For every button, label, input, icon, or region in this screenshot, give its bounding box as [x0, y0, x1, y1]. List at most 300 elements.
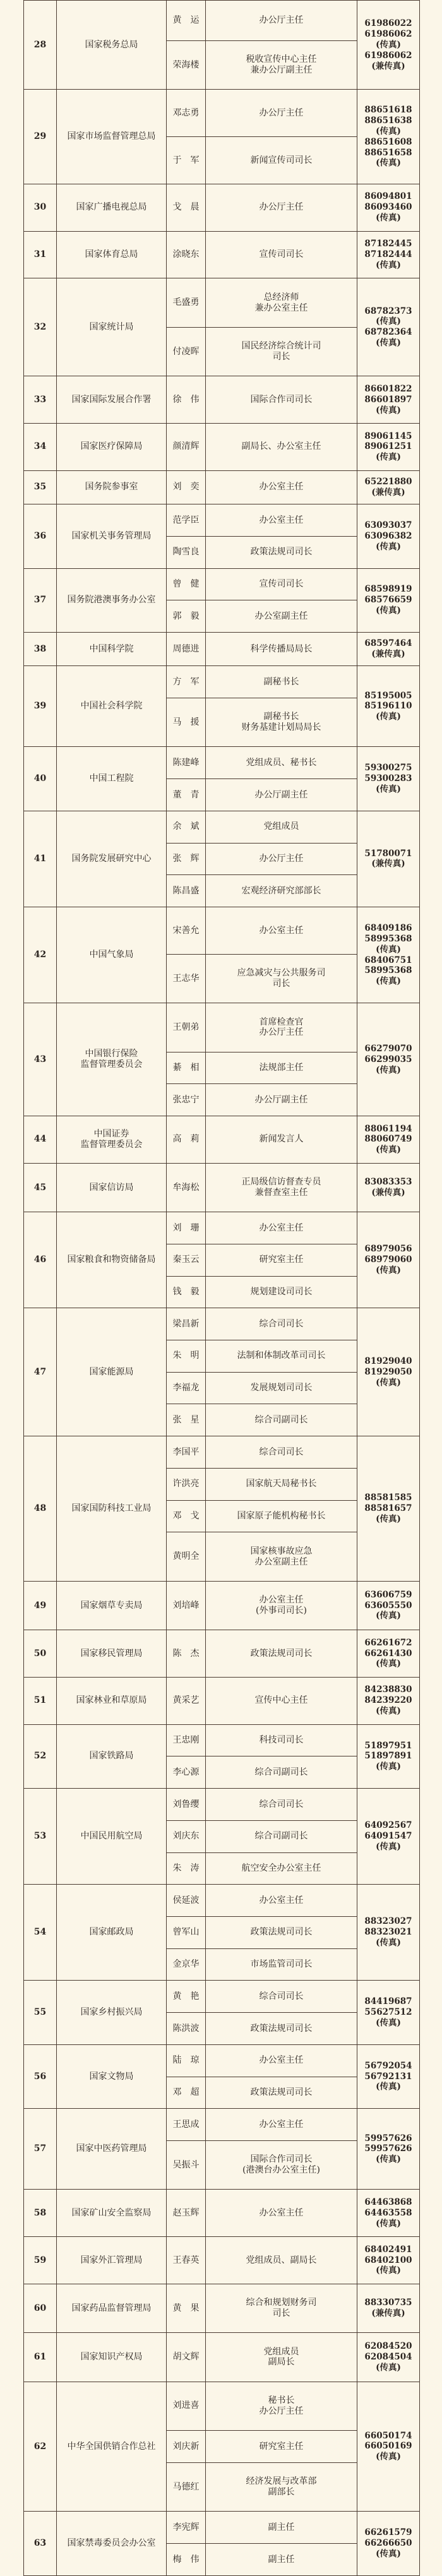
row-number: 59	[24, 2237, 57, 2284]
phone-line: 68598919	[364, 584, 412, 595]
person-name: 于 军	[167, 137, 206, 184]
organization-name: 国家矿山安全监察局	[57, 2190, 167, 2237]
person-title: 正局级信访督查专员 兼督查室主任	[206, 1163, 357, 1212]
person-title: 应急减灾与公共服务司 司长	[206, 954, 357, 1003]
phone-line: 56792131	[364, 2071, 412, 2082]
row-number: 36	[24, 504, 57, 568]
phone-line: (传真)	[376, 944, 401, 955]
row-number: 51	[24, 1677, 57, 1724]
organization-name: 国家广播电视总局	[57, 184, 167, 231]
phone-line: 68979056	[364, 1244, 412, 1255]
phone-line: 64463868	[364, 2197, 412, 2207]
phone-line: (传真)	[376, 1611, 401, 1621]
person-name: 徐 伟	[167, 376, 206, 424]
organization-name: 国家市场监督管理总局	[57, 90, 167, 184]
person-title: 国际合作司司长 (港澳台办公室主任)	[206, 2140, 357, 2189]
organization-name: 国家邮政局	[57, 1885, 167, 1981]
phone-line: 66266650	[364, 2538, 412, 2549]
person-title: 办公室主任	[206, 1885, 357, 1917]
phone-line: (兼传真)	[371, 649, 405, 660]
person-title: 国际合作司司长	[206, 376, 357, 424]
person-name: 郭 毅	[167, 600, 206, 633]
person-title: 国家航天局秘书长	[206, 1468, 357, 1500]
person-name: 付凌晖	[167, 327, 206, 376]
phone-numbers	[357, 2333, 420, 2382]
organization-name: 国家信访局	[57, 1163, 167, 1212]
phone-numbers	[357, 1308, 420, 1436]
row-number: 29	[24, 90, 57, 184]
phone-line: (传真)	[376, 2452, 401, 2462]
person-title: 总经济师 兼办公室主任	[206, 278, 357, 327]
phone-line: 66261672	[364, 1637, 412, 1648]
phone-numbers	[357, 568, 420, 632]
person-title: 办公厅主任	[206, 1, 357, 41]
person-name: 黄 果	[167, 2284, 206, 2332]
person-title: 办公室主任	[206, 2109, 357, 2141]
phone-line: (传真)	[376, 213, 401, 224]
person-title: 发展规划司司长	[206, 1372, 357, 1404]
person-title: 税收宣传中心主任 兼办公厅副主任	[206, 41, 357, 90]
phone-line: (兼传真)	[371, 859, 405, 869]
organization-name: 中国科学院	[57, 632, 167, 665]
phone-line: 84419687	[364, 1996, 412, 2007]
row-number: 30	[24, 184, 57, 231]
row-number: 44	[24, 1116, 57, 1164]
phone-line: 66050169	[364, 2441, 412, 2452]
phone-line: (传真)	[376, 1513, 401, 1524]
phone-numbers	[357, 632, 420, 665]
phone-line: 86601822	[364, 383, 412, 394]
phone-numbers	[357, 747, 420, 811]
person-title: 综合司司长	[206, 1981, 357, 2013]
contact-table-body	[24, 1, 420, 2576]
phone-line: 88581657	[364, 1503, 412, 1514]
row-number: 53	[24, 1789, 57, 1885]
phone-numbers	[357, 504, 420, 568]
phone-numbers	[357, 2512, 420, 2576]
phone-line: (传真)	[376, 452, 401, 463]
person-title: 综合司副司长	[206, 1404, 357, 1436]
person-name: 朱 明	[167, 1340, 206, 1373]
phone-line: 51780071	[364, 848, 412, 859]
phone-line: 85196110	[364, 701, 412, 712]
phone-line: 88061194	[364, 1123, 412, 1134]
row-number: 62	[24, 2382, 57, 2512]
organization-name: 国家外汇管理局	[57, 2237, 167, 2284]
phone-numbers	[357, 2044, 420, 2108]
person-title: 副局长、办公室主任	[206, 423, 357, 470]
row-number: 31	[24, 231, 57, 278]
person-name: 黄 运	[167, 1, 206, 41]
person-name: 许洪亮	[167, 1468, 206, 1500]
phone-line: 66299035	[364, 1054, 412, 1064]
person-name: 张 星	[167, 1404, 206, 1436]
person-name: 金京华	[167, 1948, 206, 1981]
person-title: 规划建设司司长	[206, 1276, 357, 1308]
person-title: 航空安全办公室主任	[206, 1852, 357, 1885]
person-name: 王志华	[167, 954, 206, 1003]
person-name: 王思成	[167, 2109, 206, 2141]
person-title: 办公室主任	[206, 470, 357, 504]
row-number: 57	[24, 2109, 57, 2190]
table-row	[24, 811, 420, 843]
table-row	[24, 1436, 420, 1469]
phone-numbers	[357, 1212, 420, 1308]
phone-line: (传真)	[376, 2362, 401, 2373]
table-row	[24, 1885, 420, 1917]
phone-line: 51897951	[364, 1740, 412, 1751]
person-name: 邓 超	[167, 2077, 206, 2109]
organization-name: 中国银行保险 监督管理委员会	[57, 1003, 167, 1116]
row-number: 47	[24, 1308, 57, 1436]
phone-line: 64091547	[364, 1831, 412, 1842]
phone-line: (传真)	[376, 1762, 401, 1772]
table-row	[24, 2190, 420, 2237]
phone-numbers	[357, 666, 420, 747]
table-row	[24, 90, 420, 137]
organization-name: 国家移民管理局	[57, 1630, 167, 1678]
table-row	[24, 2044, 420, 2077]
phone-line: 62084520	[364, 2341, 412, 2352]
phone-line: 58995368	[364, 965, 412, 976]
person-title: 宣传司司长	[206, 231, 357, 278]
person-name: 李福龙	[167, 1372, 206, 1404]
phone-numbers	[357, 2284, 420, 2332]
person-name: 马 援	[167, 698, 206, 747]
table-row	[24, 747, 420, 779]
person-name: 刘庆东	[167, 1820, 206, 1852]
phone-numbers	[357, 2382, 420, 2512]
person-name: 曾军山	[167, 1916, 206, 1948]
organization-name: 中国气象局	[57, 907, 167, 1003]
person-name: 刘进喜	[167, 2382, 206, 2430]
phone-numbers	[357, 1163, 420, 1212]
phone-line: (传真)	[376, 1377, 401, 1388]
organization-name: 国家机关事务管理局	[57, 504, 167, 568]
person-title: 宏观经济研究部部长	[206, 875, 357, 907]
organization-name: 中国社会科学院	[57, 666, 167, 747]
phone-line: 81929040	[364, 1356, 412, 1366]
organization-name: 国家医疗保障局	[57, 423, 167, 470]
person-title: 办公室主任 (外事司司长)	[206, 1581, 357, 1630]
person-title: 办公室主任	[206, 1212, 357, 1244]
person-name: 梅 伟	[167, 2543, 206, 2575]
table-row	[24, 1308, 420, 1340]
organization-name: 国家林业和草原局	[57, 1677, 167, 1724]
row-number: 45	[24, 1163, 57, 1212]
phone-numbers	[357, 376, 420, 424]
person-name: 梁昌新	[167, 1308, 206, 1340]
row-number: 41	[24, 811, 57, 907]
phone-line: (传真)	[376, 1938, 401, 1948]
person-title: 研究室主任	[206, 2431, 357, 2463]
person-title: 综合和规划财务司 司长	[206, 2284, 357, 2332]
organization-name: 国家乡村振兴局	[57, 1981, 167, 2044]
person-name: 黄明全	[167, 1532, 206, 1581]
person-name: 余 斌	[167, 811, 206, 843]
person-name: 王春英	[167, 2237, 206, 2284]
phone-line: 88330735	[364, 2298, 412, 2308]
organization-name: 国家粮食和物资储备局	[57, 1212, 167, 1308]
phone-line: (传真)	[376, 338, 401, 349]
person-name: 涂晓东	[167, 231, 206, 278]
phone-line: (传真)	[376, 39, 401, 50]
phone-line: (传真)	[376, 1265, 401, 1276]
phone-line: 88581585	[364, 1493, 412, 1503]
phone-line: 65221880	[364, 477, 412, 487]
phone-numbers	[357, 1003, 420, 1116]
phone-line: (传真)	[376, 316, 401, 327]
person-title: 副主任	[206, 2543, 357, 2575]
row-number: 37	[24, 568, 57, 632]
person-name: 张 辉	[167, 843, 206, 875]
person-name: 李宪辉	[167, 2512, 206, 2544]
person-title: 宣传中心主任	[206, 1677, 357, 1724]
phone-line: 55627512	[364, 2007, 412, 2018]
person-name: 刘 珊	[167, 1212, 206, 1244]
table-row	[24, 2382, 420, 2430]
person-name: 方 军	[167, 666, 206, 698]
person-name: 李心源	[167, 1756, 206, 1789]
person-title: 政策法规司司长	[206, 1916, 357, 1948]
row-number: 60	[24, 2284, 57, 2332]
person-title: 办公室副主任	[206, 600, 357, 633]
phone-line: 59300275	[364, 763, 412, 773]
phone-line: 59957626	[364, 2133, 412, 2144]
row-number: 49	[24, 1581, 57, 1630]
organization-name: 国家税务总局	[57, 1, 167, 90]
person-title: 办公室主任	[206, 907, 357, 955]
row-number: 50	[24, 1630, 57, 1678]
phone-line: 88651608	[364, 136, 412, 147]
phone-line: 63605550	[364, 1600, 412, 1611]
phone-line: 64463558	[364, 2207, 412, 2218]
phone-line: 68979060	[364, 1255, 412, 1265]
phone-line: 68406751	[364, 955, 412, 965]
phone-numbers	[357, 1436, 420, 1582]
phone-line: 63096382	[364, 530, 412, 541]
person-name: 陈建峰	[167, 747, 206, 779]
person-name: 刘 奕	[167, 470, 206, 504]
phone-line: 88060749	[364, 1134, 412, 1145]
person-name: 董 青	[167, 779, 206, 811]
row-number: 56	[24, 2044, 57, 2108]
row-number: 39	[24, 666, 57, 747]
person-name: 侯延波	[167, 1885, 206, 1917]
table-row	[24, 2237, 420, 2284]
person-title: 国家原子能机构秘书长	[206, 1500, 357, 1532]
organization-name: 中国工程院	[57, 747, 167, 811]
phone-numbers	[357, 184, 420, 231]
person-title: 政策法规司司长	[206, 1630, 357, 1678]
phone-line: (传真)	[376, 2018, 401, 2029]
table-row	[24, 376, 420, 424]
person-title: 办公厅主任	[206, 843, 357, 875]
phone-line: 61986062	[364, 50, 412, 61]
organization-name: 国家文物局	[57, 2044, 167, 2108]
phone-line: (兼传真)	[371, 61, 405, 71]
person-name: 荣海楼	[167, 41, 206, 90]
organization-name: 中华全国供销合作总社	[57, 2382, 167, 2512]
phone-line: 89061145	[364, 431, 412, 441]
person-title: 科技司司长	[206, 1724, 357, 1756]
person-title: 综合司司长	[206, 1789, 357, 1821]
phone-line: 81929050	[364, 1366, 412, 1377]
phone-line: 87182445	[364, 239, 412, 249]
table-row	[24, 1116, 420, 1164]
row-number: 61	[24, 2333, 57, 2382]
person-name: 周德进	[167, 632, 206, 665]
person-name: 秦玉云	[167, 1244, 206, 1276]
phone-line: (传真)	[376, 784, 401, 795]
phone-line: 63093037	[364, 520, 412, 530]
person-name: 王忠刚	[167, 1724, 206, 1756]
person-name: 邓志勇	[167, 90, 206, 137]
row-number: 38	[24, 632, 57, 665]
phone-numbers	[357, 1981, 420, 2044]
person-name: 黄采艺	[167, 1677, 206, 1724]
person-title: 办公厅主任	[206, 90, 357, 137]
phone-numbers	[357, 2109, 420, 2190]
organization-name: 中国民用航空局	[57, 1789, 167, 1885]
phone-line: 59957626	[364, 2144, 412, 2154]
person-title: 市场监管司司长	[206, 1948, 357, 1981]
phone-line: 56792054	[364, 2060, 412, 2071]
person-name: 牟海松	[167, 1163, 206, 1212]
person-title: 副主任	[206, 2512, 357, 2544]
phone-numbers	[357, 423, 420, 470]
person-title: 办公室主任	[206, 504, 357, 537]
person-title: 政策法规司司长	[206, 536, 357, 568]
person-name: 戈 晨	[167, 184, 206, 231]
table-row	[24, 568, 420, 600]
row-number: 46	[24, 1212, 57, 1308]
row-number: 28	[24, 1, 57, 90]
phone-numbers	[357, 1789, 420, 1885]
organization-name: 国务院发展研究中心	[57, 811, 167, 907]
phone-line: (传真)	[376, 259, 401, 270]
person-title: 办公厅主任	[206, 184, 357, 231]
table-row	[24, 1212, 420, 1244]
organization-name: 国家中医药管理局	[57, 2109, 167, 2190]
person-title: 副秘书长 财务基建计划局局长	[206, 698, 357, 747]
person-name: 吴振斗	[167, 2140, 206, 2189]
person-title: 政策法规司司长	[206, 2077, 357, 2109]
phone-line: (传真)	[376, 712, 401, 722]
organization-name: 国家统计局	[57, 278, 167, 376]
person-name: 高 莉	[167, 1116, 206, 1164]
row-number: 34	[24, 423, 57, 470]
phone-numbers	[357, 1581, 420, 1630]
person-title: 综合司司长	[206, 1436, 357, 1469]
person-name: 朱 涛	[167, 1852, 206, 1885]
phone-line: 51897891	[364, 1751, 412, 1762]
table-row	[24, 1724, 420, 1756]
person-name: 范学臣	[167, 504, 206, 537]
table-row	[24, 1, 420, 41]
person-title: 办公厅副主任	[206, 1084, 357, 1116]
person-title: 综合司司长	[206, 1308, 357, 1340]
phone-line: (传真)	[376, 1842, 401, 1852]
phone-line: (传真)	[376, 1064, 401, 1075]
person-title: 办公室主任	[206, 2044, 357, 2077]
person-name: 刘庆新	[167, 2431, 206, 2463]
phone-line: 87182444	[364, 249, 412, 260]
phone-line: 66261579	[364, 2527, 412, 2538]
phone-line: 64092567	[364, 1820, 412, 1831]
phone-line: (兼传真)	[371, 1187, 405, 1198]
row-number: 58	[24, 2190, 57, 2237]
phone-numbers	[357, 1885, 420, 1981]
row-number: 32	[24, 278, 57, 376]
person-name: 颜清辉	[167, 423, 206, 470]
phone-numbers	[357, 2190, 420, 2237]
row-number: 35	[24, 470, 57, 504]
organization-name: 国家国际发展合作署	[57, 376, 167, 424]
phone-line: (兼传真)	[371, 487, 405, 498]
phone-line: 88651658	[364, 147, 412, 158]
person-title: 党组成员	[206, 811, 357, 843]
row-number: 54	[24, 1885, 57, 1981]
phone-line: 88323027	[364, 1916, 412, 1927]
table-row	[24, 2109, 420, 2141]
phone-line: (传真)	[376, 2154, 401, 2165]
phone-line: 88323021	[364, 1927, 412, 1938]
table-row	[24, 184, 420, 231]
person-title: 党组成员 副局长	[206, 2333, 357, 2382]
person-name: 毛盛勇	[167, 278, 206, 327]
contact-table	[23, 0, 420, 2576]
person-name: 宋善允	[167, 907, 206, 955]
phone-numbers	[357, 278, 420, 376]
table-row	[24, 2333, 420, 2382]
phone-line: 88651638	[364, 115, 412, 126]
table-row	[24, 1003, 420, 1052]
phone-numbers	[357, 90, 420, 184]
organization-name: 中国证券 监督管理委员会	[57, 1116, 167, 1164]
phone-line: (传真)	[376, 2082, 401, 2092]
phone-line: 89061251	[364, 441, 412, 452]
table-row	[24, 1981, 420, 2013]
person-name: 陈 杰	[167, 1630, 206, 1678]
phone-line: (传真)	[376, 1706, 401, 1717]
phone-line: 66279070	[364, 1043, 412, 1054]
person-name: 綦 相	[167, 1052, 206, 1084]
phone-line: 88651618	[364, 105, 412, 116]
phone-line: 63606759	[364, 1589, 412, 1600]
table-row	[24, 2512, 420, 2544]
phone-numbers	[357, 1116, 420, 1164]
phone-line: (传真)	[376, 1659, 401, 1669]
phone-numbers	[357, 1630, 420, 1678]
phone-numbers	[357, 1724, 420, 1788]
person-title: 办公室主任	[206, 2190, 357, 2237]
person-name: 陈洪波	[167, 2013, 206, 2045]
person-title: 国民经济综合统计司 司长	[206, 327, 357, 376]
person-name: 赵玉辉	[167, 2190, 206, 2237]
phone-line: (兼传真)	[371, 2308, 405, 2319]
organization-name: 国家烟草专卖局	[57, 1581, 167, 1630]
person-title: 宣传司司长	[206, 568, 357, 600]
table-row	[24, 1677, 420, 1724]
phone-line: (传真)	[376, 2549, 401, 2560]
table-row	[24, 231, 420, 278]
phone-line: 61986062	[364, 28, 412, 39]
table-row	[24, 423, 420, 470]
phone-line: (传真)	[376, 2265, 401, 2276]
row-number: 42	[24, 907, 57, 1003]
person-name: 马德红	[167, 2462, 206, 2511]
